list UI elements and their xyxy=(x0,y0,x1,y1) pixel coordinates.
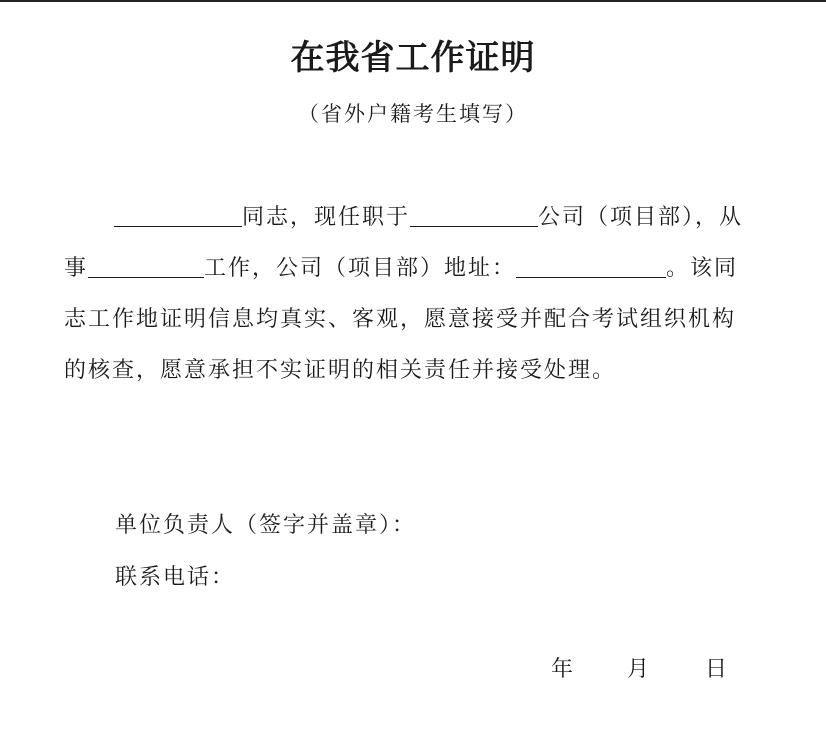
body-text: 公司（项目部），从 xyxy=(538,205,744,230)
body-line-3: 志工作地证明信息均真实、客观，愿意接受并配合考试组织机构 xyxy=(64,307,737,332)
address-blank[interactable] xyxy=(516,255,666,278)
body-text: 事 xyxy=(64,256,89,281)
body-line-1 xyxy=(64,192,776,243)
signature-block xyxy=(115,500,416,604)
body-line-2 xyxy=(64,243,776,294)
body-line-4: 的核查，愿意承担不实证明的相关责任并接受处理。 xyxy=(64,358,617,383)
phone-label: 联系电话： xyxy=(115,565,236,590)
year-label: 年 xyxy=(551,657,574,682)
month-label: 月 xyxy=(627,657,650,682)
body-text: 同志，现任职于 xyxy=(242,205,411,230)
work-type-blank[interactable] xyxy=(88,255,204,278)
date-line xyxy=(551,652,727,683)
name-blank[interactable] xyxy=(114,204,242,227)
certificate-body xyxy=(64,192,776,396)
day-label: 日 xyxy=(705,657,728,682)
page-title: 在我省工作证明 xyxy=(290,38,536,78)
top-border-line xyxy=(0,0,826,2)
page-subtitle: （省外户籍考生填写） xyxy=(298,102,528,126)
body-text: 。该同 xyxy=(666,256,739,281)
responsible-person-label: 单位负责人（签字并盖章）： xyxy=(115,513,417,538)
body-text: 工作，公司（项目部）地址： xyxy=(204,256,517,281)
company-blank[interactable] xyxy=(410,204,538,227)
